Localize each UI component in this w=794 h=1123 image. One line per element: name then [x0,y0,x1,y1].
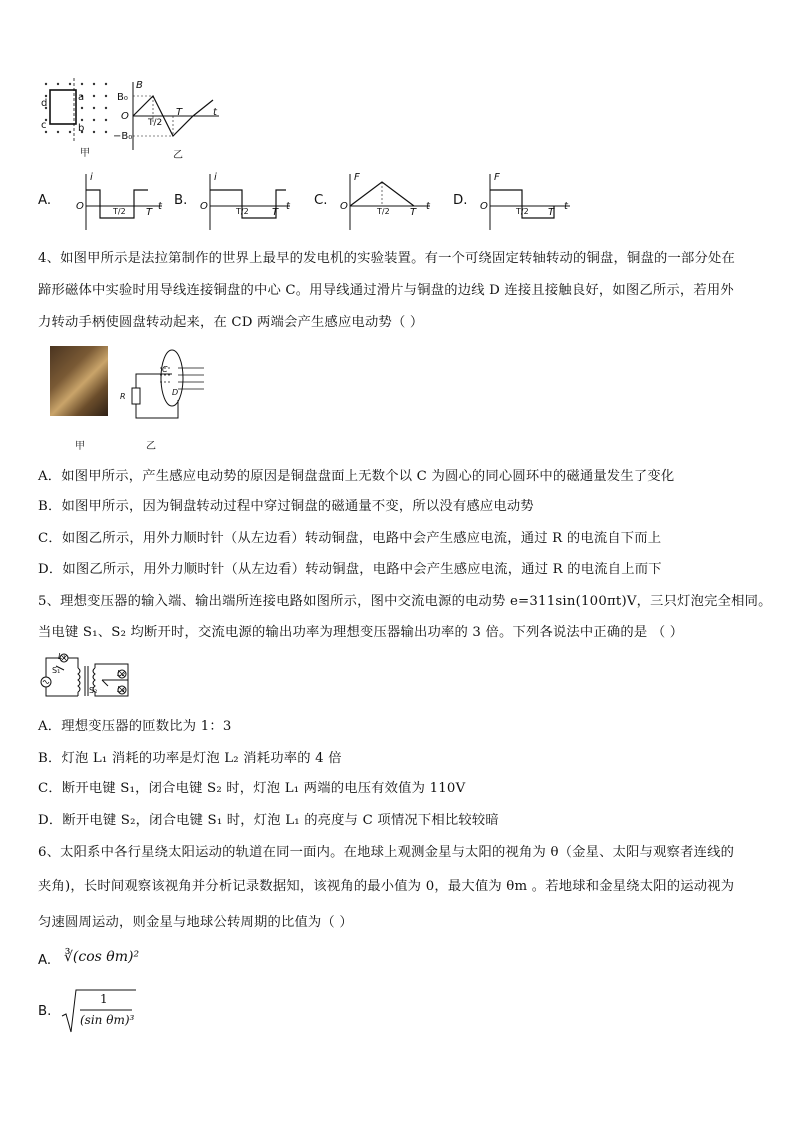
q4-yi-c: C [162,365,168,374]
q4-yi-d: D [172,388,179,397]
q3-c-time: t [426,201,430,212]
q4-option-b[interactable]: B．如图甲所示，因为铜盘转动过程中穿过铜盘的磁通量不变，所以没有感应电动势 [38,499,534,514]
q3-jia-point-c: c [41,120,47,131]
q3-a-axis: i [90,172,93,183]
q6-stem-line-2: 夹角)，长时间观察该视角并分析记录数据知，该视角的最小值为 0，最大值为 θm 。若地球和金星绕太阳的运动视为 [38,879,735,894]
q3-option-d-letter[interactable]: D. [453,193,468,208]
q3-d-t: T [548,207,555,218]
q3-jia-point-b: b [78,123,85,134]
q3-yi-time: t [213,107,217,118]
q4-option-d[interactable]: D．如图乙所示，用外力顺时针（从左边看）转动铜盘，电路中会产生感应电流，通过 R 的电流自上而下 [38,562,662,577]
q5-l2: L₂ [117,669,125,678]
q3-c-origin: O [340,201,348,212]
q3-figure-jia [38,78,118,158]
q4-stem-line-3: 力转动手柄使圆盘转动起来，在 CD 两端会产生感应电动势（ ） [38,315,424,330]
q3-c-half-t: T/2 [377,207,390,216]
q3-c-axis: F [354,172,360,183]
q6-option-b-letter[interactable]: B. [38,1004,52,1019]
q3-b-half-t: T/2 [236,207,249,216]
q3-yi-axis-b: B [136,80,143,91]
q3-figure-yi [115,80,225,155]
q3-a-half-t: T/2 [113,207,126,216]
q3-a-time: t [158,201,162,212]
q3-yi-half-t: T/2 [148,118,163,128]
q3-c-t: T [410,207,417,218]
q5-stem-line-1: 5、理想变压器的输入端、输出端所连接电路如图所示，图中交流电源的电动势 e=311sin(100πt)V，三只灯泡完全相同。 [38,594,772,609]
q4-option-a[interactable]: A．如图甲所示，产生感应电动势的原因是铜盘盘面上无数个以 C 为圆心的同心圆环中的磁通量发生了变化 [38,469,675,484]
q5-option-d[interactable]: D．断开电键 S₂，闭合电键 S₁ 时，灯泡 L₁ 的亮度与 C 项情况下相比较较暗 [38,813,499,828]
q5-option-b[interactable]: B．灯泡 L₁ 消耗的功率是灯泡 L₂ 消耗功率的 4 倍 [38,751,342,766]
q6-option-b-denominator: (sin θm)³ [80,1013,135,1027]
q3-a-origin: O [76,201,84,212]
q4-option-c[interactable]: C．如图乙所示，用外力顺时针（从左边看）转动铜盘，电路中会产生感应电流，通过 R 的电流自下而上 [38,531,662,546]
q3-b-origin: O [200,201,208,212]
q4-figure-yi [116,346,208,426]
q3-yi-label: 乙 [173,150,183,161]
q3-d-origin: O [480,201,488,212]
q3-b-axis: i [214,172,217,183]
q4-yi-r: R [120,392,126,401]
q5-l3: L₃ [117,685,125,694]
q6-sqrt-sign [62,988,136,1034]
q5-s2: S₂ [89,686,98,695]
q3-option-c-letter[interactable]: C. [314,193,328,208]
q3-jia-point-a: a [78,92,85,103]
q6-option-b-expr[interactable] [62,988,136,1034]
q3-b-time: t [286,201,290,212]
q3-d-half-t: T/2 [516,207,529,216]
q5-option-a[interactable]: A．理想变压器的匝数比为 1：3 [38,719,232,734]
q4-stem-line-2: 蹄形磁体中实验时用导线连接铜盘的中心 C。用导线通过滑片与铜盘的边线 D 连接且接触良好，如图乙所示，若用外 [38,283,734,298]
q3-b-t: T [272,207,279,218]
q5-l1: L₁ [58,652,66,661]
q6-stem-line-1: 6、太阳系中各行星绕太阳运动的轨道在同一面内。在地球上观测金星与太阳的视角为 θ（金星、太阳与观察者连线的 [38,845,735,860]
q6-option-a-letter[interactable]: A. [38,953,52,968]
q6-stem-line-3: 匀速圆周运动，则金星与地球公转周期的比值为（ ） [38,915,353,930]
q3-option-a-letter[interactable]: A. [38,193,52,208]
q3-option-b-letter[interactable]: B. [174,193,188,208]
q4-yi-label: 乙 [146,441,156,452]
q3-a-t: T [146,207,153,218]
q3-d-axis: F [494,172,500,183]
q4-stem-line-1: 4、如图甲所示是法拉第制作的世界上最早的发电机的实验装置。有一个可绕固定转轴转动的铜盘，铜盘的一部分处在 [38,251,735,266]
q3-yi-origin: O [121,111,129,122]
q3-d-time: t [564,201,568,212]
q3-yi-t: T [176,107,183,118]
q4-figure-jia-photo [50,346,108,416]
q3-jia-label: 甲 [80,148,90,159]
q5-option-c[interactable]: C．断开电键 S₁，闭合电键 S₂ 时，灯泡 L₁ 两端的电压有效值为 110V [38,781,466,796]
q5-s1: S₁ [52,666,61,675]
q3-yi-neg-b0: −B₀ [113,131,133,142]
q6-option-a-expr[interactable]: ∛(cos θm)² [64,949,140,965]
q5-stem-line-2: 当电键 S₁、S₂ 均断开时，交流电源的输出功率为理想变压器输出功率的 3 倍。下列各说法中正确的是 （ ） [38,625,684,640]
q3-yi-b0: B₀ [117,92,128,103]
q6-option-b-numerator: 1 [100,992,108,1006]
q4-jia-label: 甲 [75,441,85,452]
q3-jia-point-d: d [41,98,48,109]
